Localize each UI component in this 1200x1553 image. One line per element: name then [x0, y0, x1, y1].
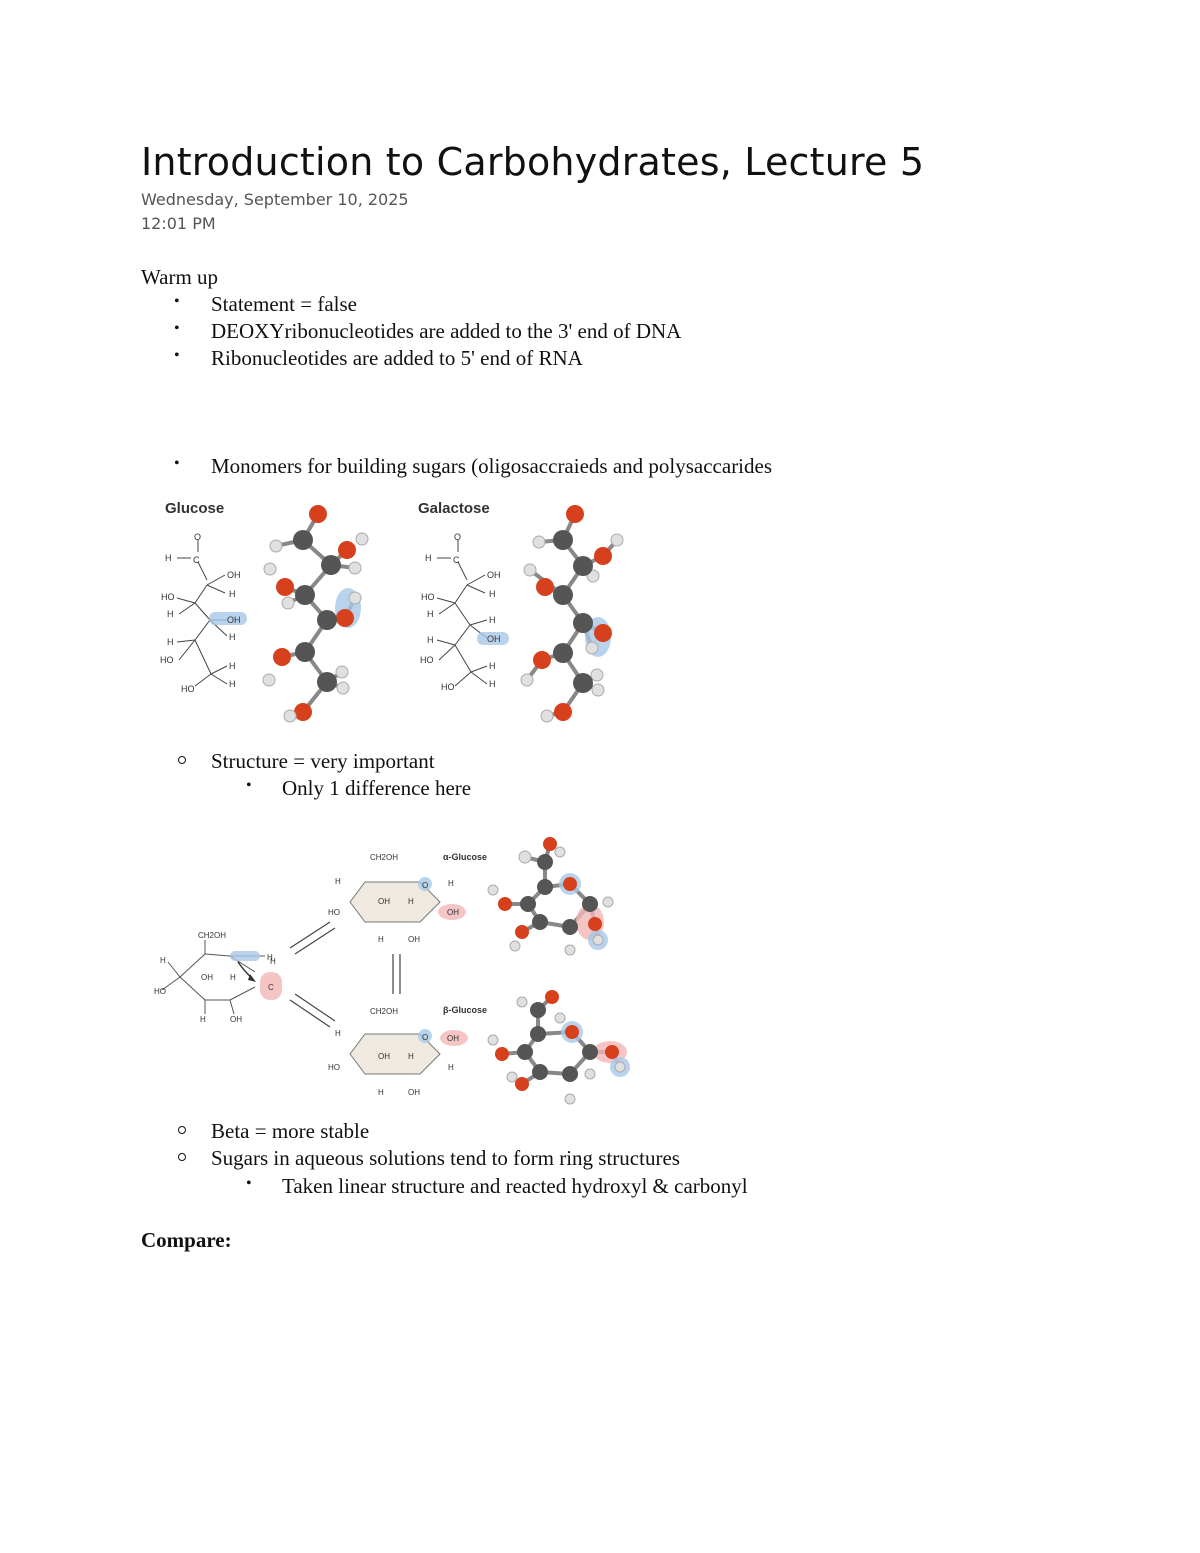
- beta-note: Beta = more stable: [211, 1119, 370, 1143]
- atom-label: C: [193, 555, 200, 565]
- atom-label: HO: [154, 987, 166, 996]
- atom-label: H: [335, 877, 341, 886]
- beta-ring: [328, 1005, 487, 1097]
- atom-label: H: [448, 879, 454, 888]
- atom-label: HO: [420, 655, 434, 665]
- atom-label: OH: [487, 634, 501, 644]
- atom-label: H: [489, 615, 496, 625]
- atom-label: OH: [378, 897, 390, 906]
- ch2oh-label: CH2OH: [370, 853, 399, 862]
- atom-label: H: [425, 553, 432, 563]
- atom-label: H: [489, 589, 496, 599]
- atom-label: H: [229, 632, 236, 642]
- atom-label: H: [167, 609, 174, 619]
- glucose-ball-model: [263, 505, 368, 722]
- atom-label: H: [200, 1015, 206, 1024]
- atom-label: OH: [227, 570, 241, 580]
- warmup-item-3: Ribonucleotides are added to 5' end of RNA: [211, 346, 583, 370]
- atom-label: H: [378, 935, 384, 944]
- monomers-note: Monomers for building sugars (oligosaccraieds and polysaccarides: [211, 454, 773, 478]
- atom-label: OH: [408, 1088, 420, 1097]
- glucose-label: Glucose: [165, 500, 225, 517]
- bullet-dot: •: [246, 1175, 252, 1192]
- beta-label: β-Glucose: [443, 1005, 488, 1015]
- atom-label: H: [408, 1052, 414, 1061]
- atom-label: O: [194, 532, 202, 542]
- glucose-galactose-figure: [155, 490, 630, 745]
- galactose-ball-model: [521, 505, 623, 722]
- warmup-item-1: Statement = false: [211, 292, 357, 316]
- bullet-dot: •: [174, 320, 180, 337]
- atom-label: H: [165, 553, 172, 563]
- atom-label: OH: [230, 1015, 242, 1024]
- atom-label: HO: [421, 592, 435, 602]
- atom-label: H: [167, 637, 174, 647]
- atom-label: H: [229, 679, 236, 689]
- galactose-label: Galactose: [418, 500, 490, 517]
- atom-label: H: [270, 957, 276, 966]
- atom-label: H: [427, 635, 434, 645]
- structure-subnote: Only 1 difference here: [282, 776, 472, 800]
- alpha-label: α-Glucose: [443, 852, 488, 862]
- beta-ball-model: [488, 990, 630, 1104]
- atom-label: H: [408, 897, 414, 906]
- atom-label: H: [229, 661, 236, 671]
- atom-label: OH: [447, 908, 459, 917]
- atom-label: HO: [181, 684, 195, 694]
- rings-note: Sugars in aqueous solutions tend to form ring structures: [211, 1146, 680, 1170]
- page-time: 12:01 PM: [141, 214, 216, 233]
- alpha-ball-model: [488, 837, 613, 955]
- ch2oh-label: CH2OH: [198, 931, 227, 940]
- alpha-ring: [328, 852, 487, 944]
- atom-label: HO: [161, 592, 175, 602]
- atom-label: H: [335, 1029, 341, 1038]
- warmup-item-2: DEOXYribonucleotides are added to the 3' end of DNA: [211, 319, 682, 343]
- bullet-circle: [178, 756, 186, 764]
- ring-formation-figure: [150, 822, 635, 1112]
- atom-label: C: [268, 983, 274, 992]
- atom-label: O: [422, 1033, 429, 1042]
- atom-label: OH: [447, 1034, 459, 1043]
- page-date: Wednesday, September 10, 2025: [141, 190, 409, 209]
- atom-label: H: [229, 589, 236, 599]
- atom-label: HO: [328, 908, 340, 917]
- atom-label: H: [160, 956, 166, 965]
- warmup-heading: Warm up: [141, 265, 219, 289]
- atom-label: H: [378, 1088, 384, 1097]
- bullet-circle: [178, 1126, 186, 1134]
- bullet-dot: •: [174, 455, 180, 472]
- atom-label: OH: [408, 935, 420, 944]
- ch2oh-label: CH2OH: [370, 1007, 399, 1016]
- atom-label: H: [230, 973, 236, 982]
- atom-label: OH: [487, 570, 501, 580]
- atom-label: OH: [378, 1052, 390, 1061]
- atom-label: OH: [227, 615, 241, 625]
- atom-label: HO: [160, 655, 174, 665]
- atom-label: HO: [441, 682, 455, 692]
- page-title: Introduction to Carbohydrates, Lecture 5: [141, 140, 925, 184]
- bullet-dot: •: [174, 347, 180, 364]
- structure-note: Structure = very important: [211, 749, 435, 773]
- atom-label: H: [448, 1063, 454, 1072]
- bullet-circle: [178, 1153, 186, 1161]
- rings-subnote: Taken linear structure and reacted hydroxyl & carbonyl: [282, 1174, 748, 1198]
- bullet-dot: •: [246, 777, 252, 794]
- atom-label: O: [422, 881, 429, 890]
- atom-label: HO: [328, 1063, 340, 1072]
- bullet-dot: •: [174, 293, 180, 310]
- atom-label: C: [453, 555, 460, 565]
- compare-heading: Compare:: [141, 1228, 232, 1252]
- atom-label: O: [454, 532, 462, 542]
- atom-label: OH: [201, 973, 213, 982]
- galactose-fischer: [437, 540, 487, 686]
- atom-label: H: [489, 679, 496, 689]
- atom-label: H: [267, 953, 273, 962]
- atom-label: H: [427, 609, 434, 619]
- atom-label: H: [489, 661, 496, 671]
